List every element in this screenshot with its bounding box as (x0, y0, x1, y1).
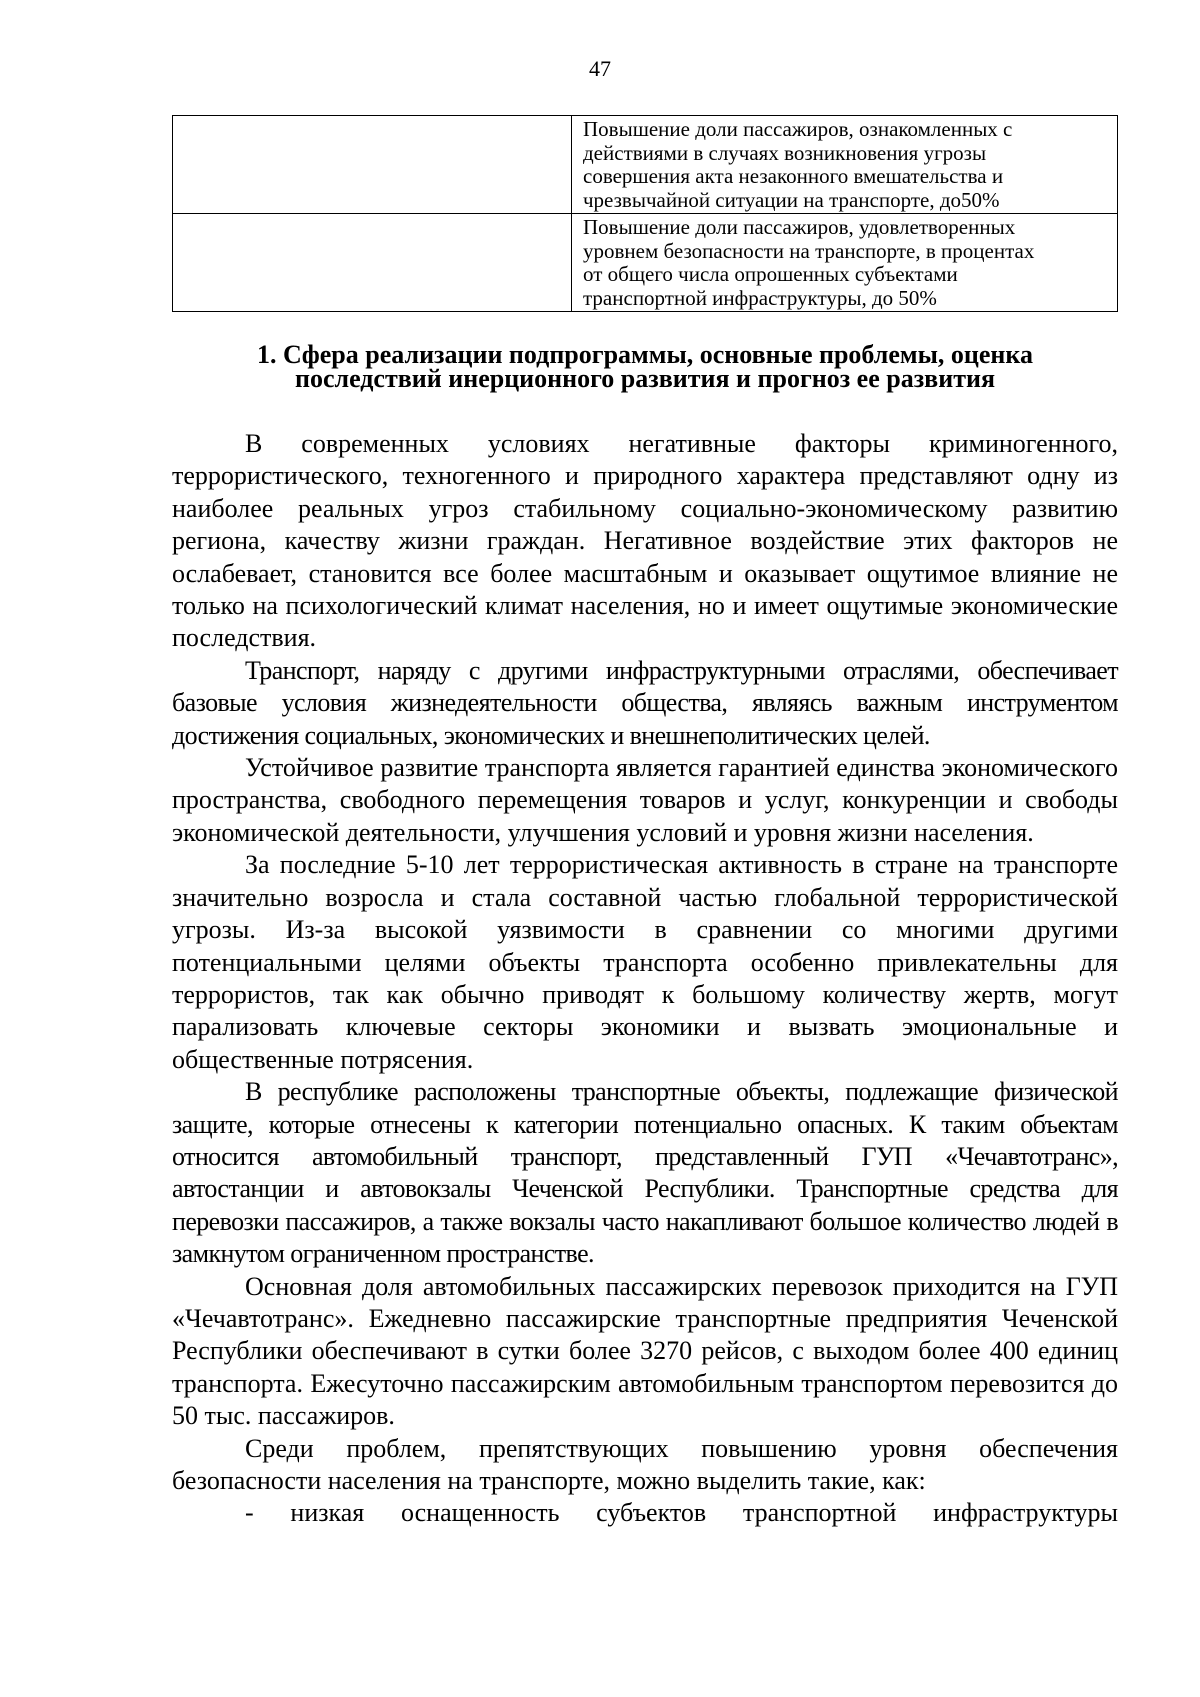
table-row (173, 116, 1118, 214)
body-text (172, 428, 1118, 1530)
cell-text: Повышение доли пассажиров, ознакомленных с действиями в случаях возникновения угрозы совершения акта незаконного вмешательства и чрезвычайной ситуации на транспорте, до50% (583, 117, 1013, 212)
table-cell-right (572, 214, 1118, 312)
cell-text: Повышение доли пассажиров, удовлетворенных уровнем безопасности на транспорте, в процентах от общего числа опрошенных субъектами транспортной инфраструктуры, до 50% (583, 215, 1035, 310)
table-cell-right (572, 116, 1118, 214)
list-item: - низкая оснащенность субъектов транспортной инфраструктуры (245, 1498, 1118, 1528)
cell-text (173, 214, 571, 217)
paragraph: Среди проблем, препятствующих повышению уровня обеспечения безопасности населения на транспорте, можно выделить такие, как: (172, 1433, 1118, 1495)
paragraph: Основная доля автомобильных пассажирских перевозок приходится на ГУП «Чечавтотранс». Ежедневно пассажирские транспортные предприятия Чеченской Республики обеспечивают в сутки более 3270 рейсов, с выходом более 400 единиц транспорта. Ежесуточно пассажирским автомобильным транспортом перевозится до 50 тыс. пассажиров. (172, 1271, 1118, 1431)
table-cell-left (173, 214, 572, 312)
table-cell-left (173, 116, 572, 214)
indicators-table (172, 115, 1118, 312)
paragraph: Транспорт, наряду с другими инфраструктурными отраслями, обеспечивает базовые условия жизнедеятельности общества, являясь важным инструментом достижения социальных, экономических и внешнеполитических целей. (172, 655, 1118, 750)
paragraph: В республике расположены транспортные объекты, подлежащие физической защите, которые отнесены к категории потенциально опасных. К таким объектам относится автомобильный транспорт, представленный ГУП «Чечавтотранс», автостанции и автовокзалы Чеченской Республики. Транспортные средства для перевозки пассажиров, а также вокзалы часто накапливают большое количество людей в замкнутом ограниченном пространстве. (172, 1077, 1118, 1269)
paragraph: Устойчивое развитие транспорта является гарантией единства экономического пространства, свободного перемещения товаров и услуг, конкуренции и свободы экономической деятельности, улучшения условий и уровня жизни населения. (172, 753, 1118, 847)
page-number: 47 (589, 56, 611, 81)
section-heading: 1. Сфера реализации подпрограммы, основные проблемы, оценка последствий инерционного развития и прогноз ее развития (256, 340, 1033, 393)
paragraph: В современных условиях негативные факторы криминогенного, террористического, техногенного и природного характера представляют одну из наиболее реальных угроз стабильному социально-экономическому развитию региона, качеству жизни граждан. Негативное воздействие этих факторов не ослабевает, становится все более масштабным и оказывает ощутимое влияние не только на психологический климат населения, но и имеет ощутимые экономические последствия. (172, 429, 1118, 653)
cell-text (173, 116, 571, 119)
paragraph: За последние 5-10 лет террористическая активность в стране на транспорте значительно возросла и стала составной частью глобальной террористической угрозы. Из-за высокой уязвимости в сравнении со многими другими потенциальными целями объекты транспорта особенно привлекательны для террористов, так как обычно приводят к большому количеству жертв, могут парализовать ключевые секторы экономики и вызвать эмоциональные и общественные потрясения. (172, 850, 1118, 1074)
table-row (173, 214, 1118, 312)
